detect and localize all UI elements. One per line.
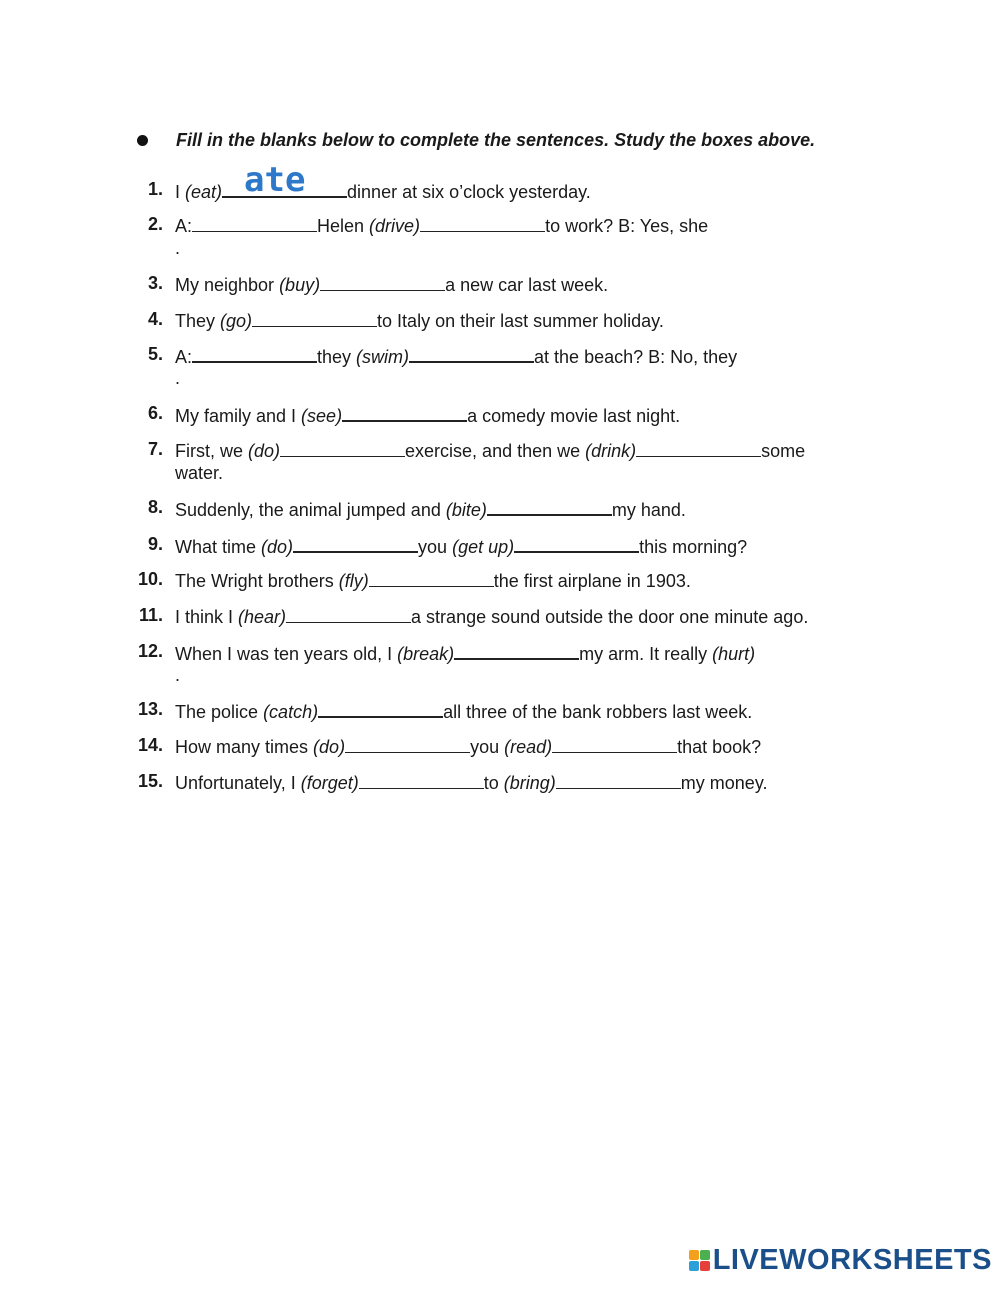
answer-blank[interactable] [293, 533, 418, 553]
logo-blocks-icon [689, 1250, 710, 1271]
question-text: They (go) to Italy on their last summer holiday. [175, 308, 664, 332]
verb-hint: (do) [248, 441, 281, 461]
verb-hint: (fly) [338, 571, 369, 591]
question-text: Suddenly, the animal jumped and (bite) my hand. [175, 496, 686, 521]
question-number: 9. [147, 534, 163, 554]
question-number: 5. [147, 344, 163, 364]
question-number: 11. [138, 605, 163, 625]
question-text: I (eat) ate dinner at six o’clock yesterday. [175, 160, 591, 202]
question-text: First, we (do) exercise, and then we (drink) some [175, 438, 805, 462]
logo-block [700, 1250, 710, 1260]
answer-blank[interactable] [514, 533, 639, 553]
question-number: 4. [147, 309, 163, 329]
answer-blank[interactable] [342, 402, 467, 422]
verb-hint: (bring) [503, 773, 556, 793]
question-number: 3. [147, 273, 163, 293]
question-number: 12. [137, 641, 163, 661]
question-text: When I was ten years old, I (break) my arm. It really (hurt) [175, 640, 755, 665]
verb-hint: (break) [397, 644, 455, 664]
instruction [137, 130, 815, 151]
question-number: 10. [137, 569, 163, 589]
question-number: 15. [137, 771, 163, 791]
question-text: My family and I (see) a comedy movie last night. [175, 402, 680, 427]
verb-hint: (forget) [300, 773, 359, 793]
continuation: . [175, 665, 181, 685]
verb-hint: (eat) [185, 182, 223, 202]
verb-hint: (do) [313, 737, 346, 757]
question-number: 1. [147, 179, 163, 199]
answer-blank[interactable] [556, 770, 681, 789]
verb-hint: (read) [504, 737, 553, 757]
question-number: 14. [137, 735, 163, 755]
instruction-text: Fill in the blanks below to complete the sentences. Study the boxes above. [176, 130, 816, 150]
bullet-icon [137, 135, 148, 146]
verb-hint: (bite) [445, 500, 487, 520]
logo-text: LIVEWORKSHEETS [712, 1244, 992, 1276]
liveworksheets-logo [689, 1244, 992, 1277]
question-text: The Wright brothers (fly) the first airplane in 1903. [175, 568, 691, 592]
answer-blank[interactable] [192, 343, 317, 363]
answer-blank[interactable] [286, 604, 411, 623]
answer-text: ate [244, 160, 306, 200]
question-text: My neighbor (buy) a new car last week. [175, 272, 608, 296]
logo-block [700, 1261, 710, 1271]
verb-hint: (drink) [585, 441, 637, 461]
answer-blank[interactable] [222, 160, 347, 200]
verb-hint: (hear) [238, 607, 287, 627]
verb-hint: (hurt) [712, 644, 756, 664]
question-number: 7. [147, 439, 163, 459]
question-number: 8. [147, 497, 163, 517]
answer-blank[interactable] [552, 734, 677, 753]
answer-blank[interactable] [192, 213, 317, 232]
answer-blank[interactable] [252, 308, 377, 327]
answer-blank[interactable] [454, 640, 579, 660]
answer-blank[interactable] [318, 698, 443, 718]
continuation: . [175, 238, 181, 258]
continuation: . [175, 368, 181, 388]
continuation: water. [175, 463, 224, 483]
question-text: How many times (do) you (read) that book? [175, 734, 761, 758]
logo-block [689, 1250, 699, 1260]
verb-hint: (go) [220, 311, 253, 331]
question-text: What time (do) you (get up) this morning? [175, 533, 747, 558]
answer-blank[interactable] [280, 438, 405, 457]
answer-blank[interactable] [420, 213, 545, 232]
answer-blank[interactable] [636, 438, 761, 457]
question-number: 6. [147, 403, 163, 423]
verb-hint: (get up) [452, 537, 515, 557]
question-text: A: Helen (drive) to work? B: Yes, she [175, 213, 708, 237]
verb-hint: (swim) [356, 347, 410, 367]
answer-blank[interactable] [487, 496, 612, 516]
logo-block [689, 1261, 699, 1271]
answer-blank[interactable] [320, 272, 445, 291]
verb-hint: (do) [261, 537, 294, 557]
answer-blank[interactable] [409, 343, 534, 363]
verb-hint: (drive) [369, 216, 421, 236]
question-text: The police (catch) all three of the bank robbers last week. [175, 698, 752, 723]
question-text: Unfortunately, I (forget) to (bring) my money. [175, 770, 767, 794]
answer-blank[interactable] [345, 734, 470, 753]
question-number: 2. [147, 214, 163, 234]
verb-hint: (see) [301, 406, 343, 426]
answer-blank[interactable] [369, 568, 494, 587]
verb-hint: (catch) [263, 702, 319, 722]
answer-blank[interactable] [359, 770, 484, 789]
question-text: A: they (swim) at the beach? B: No, they [175, 343, 737, 368]
question-number: 13. [137, 699, 163, 719]
question-text: I think I (hear) a strange sound outside the door one minute ago. [175, 604, 808, 628]
verb-hint: (buy) [279, 275, 321, 295]
